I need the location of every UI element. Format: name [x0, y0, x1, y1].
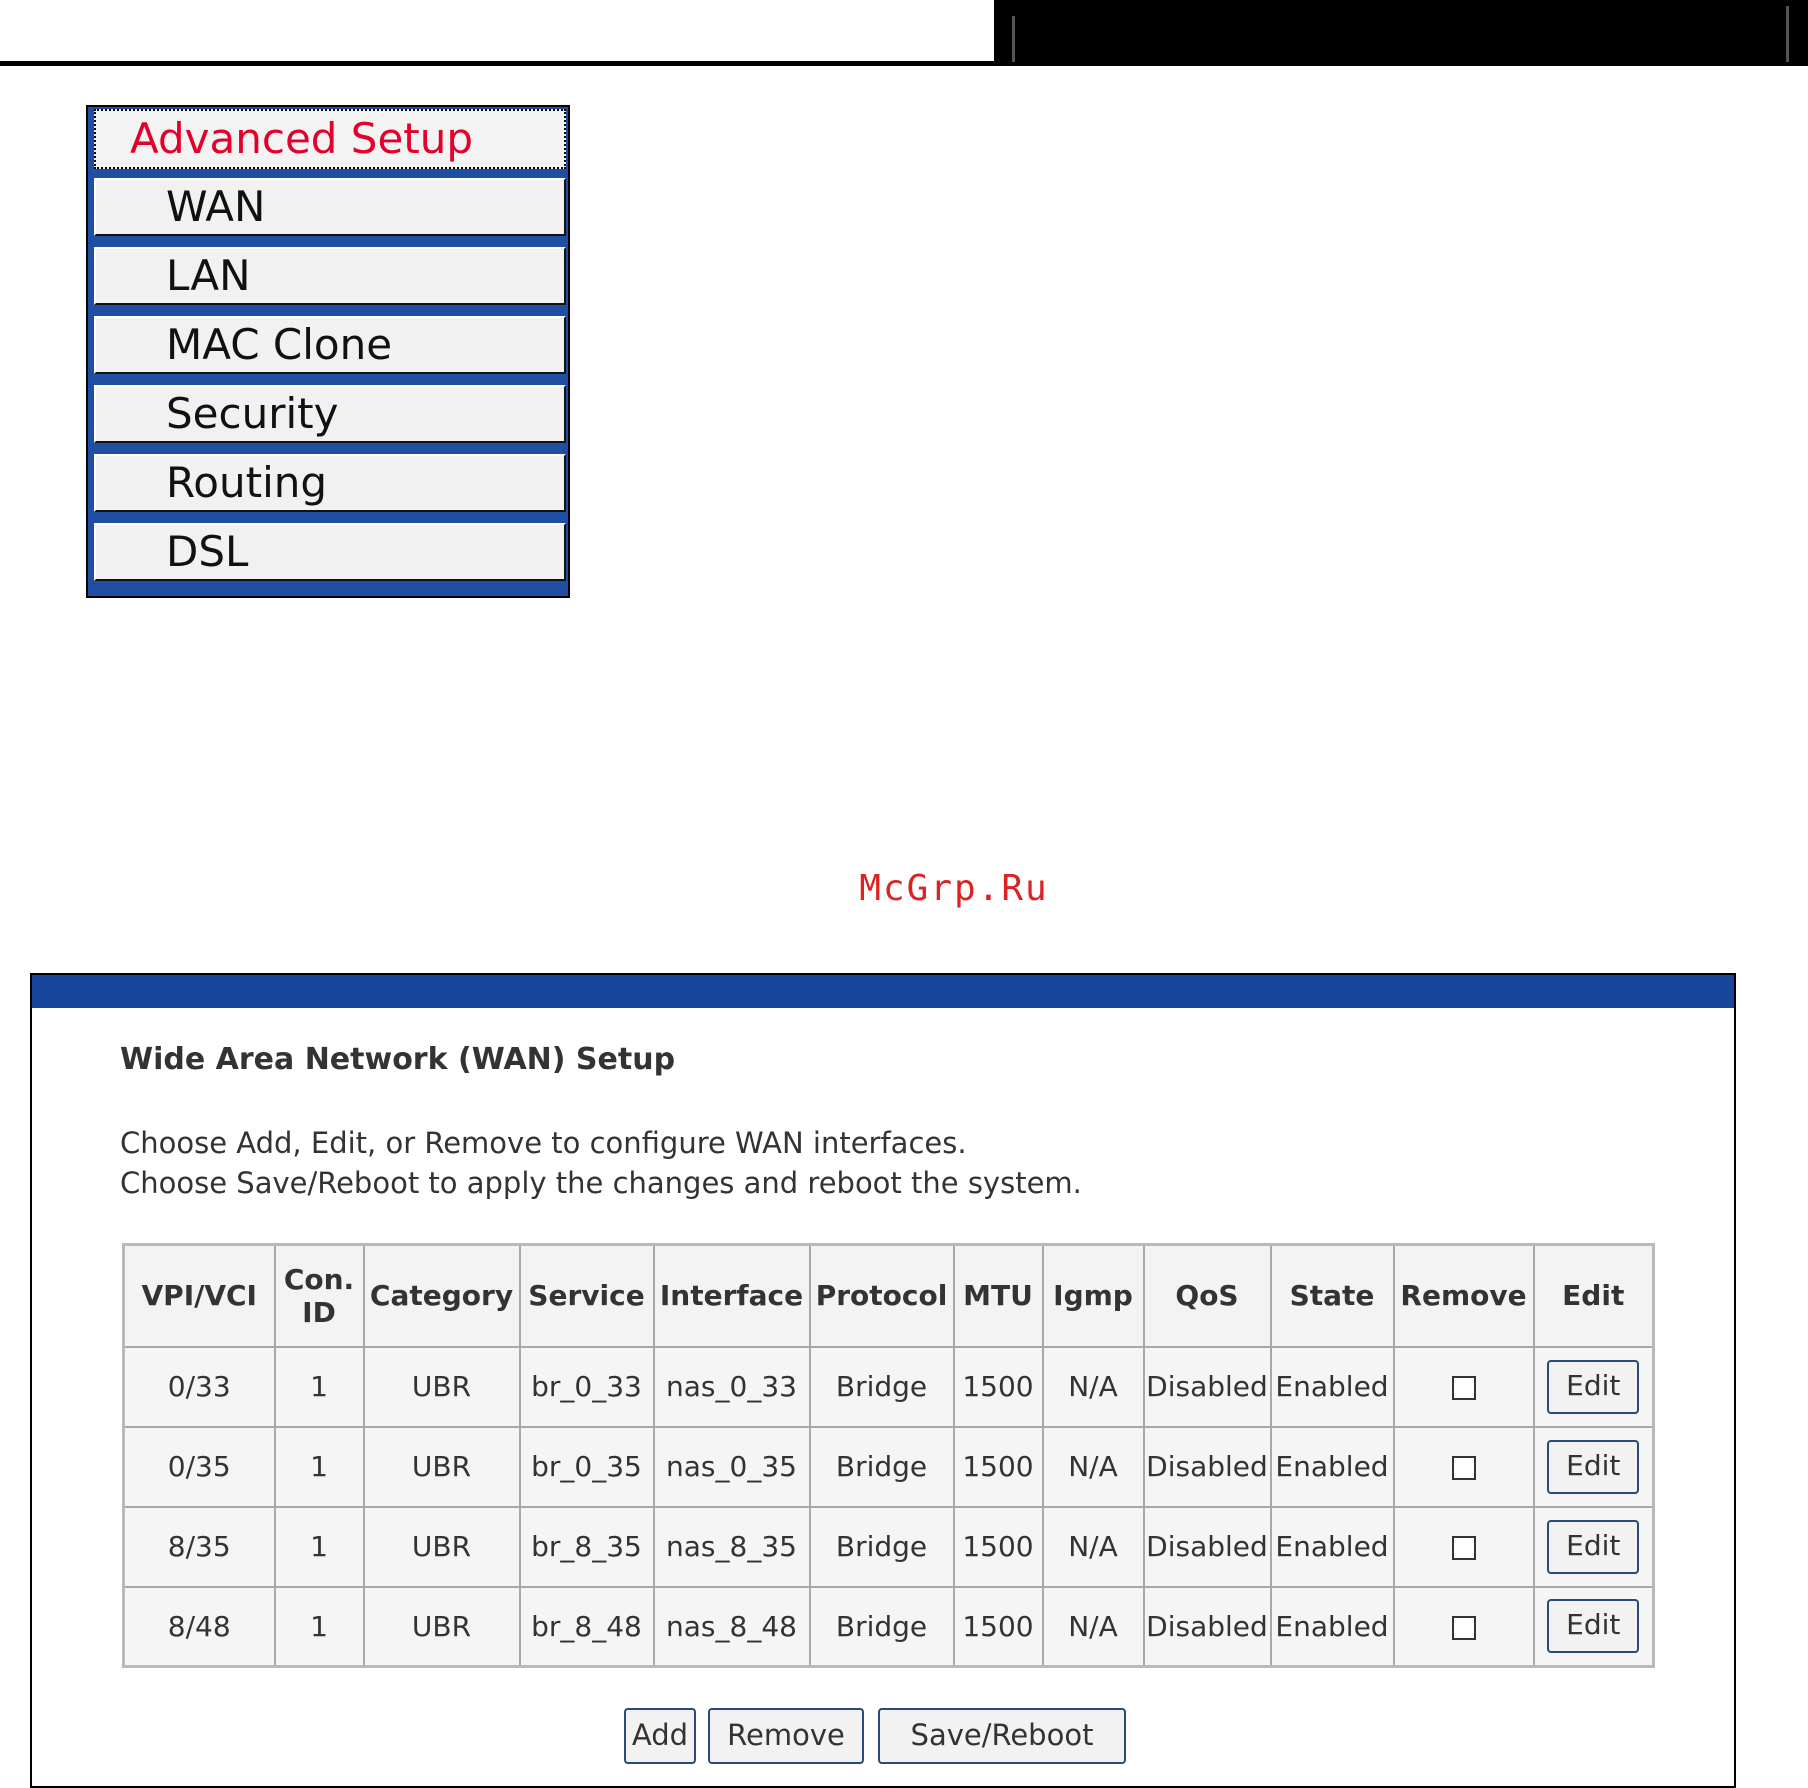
cell-interface: nas_0_35 [654, 1427, 810, 1507]
menu-item-wan[interactable]: WAN [94, 178, 566, 236]
cell-category: UBR [364, 1587, 520, 1667]
col-header-remove: Remove [1394, 1245, 1534, 1347]
table-row [124, 1347, 1654, 1427]
wan-interfaces-table [122, 1243, 1655, 1668]
page-title: Wide Area Network (WAN) Setup [120, 1042, 676, 1077]
cell-mtu: 1500 [954, 1347, 1043, 1427]
cell-remove [1394, 1587, 1534, 1667]
cell-igmp: N/A [1043, 1507, 1144, 1587]
cell-state: Enabled [1271, 1347, 1394, 1427]
advanced-setup-menu [86, 105, 570, 598]
cell-service: br_0_35 [520, 1427, 654, 1507]
description-line-2: Choose Save/Reboot to apply the changes and reboot the system. [120, 1166, 1082, 1200]
cell-con-id: 1 [275, 1507, 364, 1587]
cell-service: br_0_33 [520, 1347, 654, 1427]
col-header-mtu: MTU [954, 1245, 1043, 1347]
edit-button[interactable]: Edit [1547, 1360, 1639, 1414]
cell-state: Enabled [1271, 1507, 1394, 1587]
page-description [120, 1123, 1082, 1203]
cell-protocol: Bridge [810, 1587, 954, 1667]
col-header-state: State [1271, 1245, 1394, 1347]
cell-con-id: 1 [275, 1587, 364, 1667]
cell-interface: nas_0_33 [654, 1347, 810, 1427]
table-row [124, 1587, 1654, 1667]
cell-qos: Disabled [1144, 1347, 1271, 1427]
save-reboot-button[interactable]: Save/Reboot [878, 1708, 1126, 1764]
cell-protocol: Bridge [810, 1507, 954, 1587]
col-header-service: Service [520, 1245, 654, 1347]
cell-igmp: N/A [1043, 1587, 1144, 1667]
cell-qos: Disabled [1144, 1427, 1271, 1507]
cell-mtu: 1500 [954, 1507, 1043, 1587]
menu-item-routing[interactable]: Routing [94, 454, 566, 512]
col-header-interface: Interface [654, 1245, 810, 1347]
table-header-row [124, 1245, 1654, 1347]
cell-igmp: N/A [1043, 1427, 1144, 1507]
edit-button[interactable]: Edit [1547, 1599, 1639, 1653]
header-bar [994, 0, 1808, 66]
cell-state: Enabled [1271, 1587, 1394, 1667]
cell-remove [1394, 1507, 1534, 1587]
remove-checkbox[interactable] [1452, 1376, 1476, 1400]
cell-qos: Disabled [1144, 1507, 1271, 1587]
menu-title[interactable]: Advanced Setup [94, 109, 566, 169]
cell-igmp: N/A [1043, 1347, 1144, 1427]
cell-vpivci: 8/35 [124, 1507, 275, 1587]
col-header-category: Category [364, 1245, 520, 1347]
cell-vpivci: 0/35 [124, 1427, 275, 1507]
col-header-con-id-line1: Con. [283, 1262, 355, 1296]
watermark-text: McGrp.Ru [859, 868, 1049, 909]
cell-mtu: 1500 [954, 1587, 1043, 1667]
header-rule [0, 61, 997, 66]
cell-protocol: Bridge [810, 1427, 954, 1507]
cell-category: UBR [364, 1507, 520, 1587]
cell-category: UBR [364, 1427, 520, 1507]
remove-button[interactable]: Remove [708, 1708, 864, 1764]
col-header-igmp: Igmp [1043, 1245, 1144, 1347]
col-header-edit: Edit [1534, 1245, 1654, 1347]
cell-con-id: 1 [275, 1427, 364, 1507]
cell-qos: Disabled [1144, 1587, 1271, 1667]
cell-con-id: 1 [275, 1347, 364, 1427]
cell-edit [1534, 1347, 1654, 1427]
table-row [124, 1427, 1654, 1507]
table-row [124, 1507, 1654, 1587]
wan-setup-panel [30, 973, 1736, 1788]
edit-button[interactable]: Edit [1547, 1440, 1639, 1494]
col-header-con-id-line2: ID [302, 1295, 336, 1329]
header-divider-left [1012, 16, 1015, 62]
cell-protocol: Bridge [810, 1347, 954, 1427]
cell-edit [1534, 1507, 1654, 1587]
col-header-protocol: Protocol [810, 1245, 954, 1347]
cell-remove [1394, 1427, 1534, 1507]
header-divider-right [1786, 6, 1789, 62]
cell-interface: nas_8_48 [654, 1587, 810, 1667]
menu-item-security[interactable]: Security [94, 385, 566, 443]
edit-button[interactable]: Edit [1547, 1520, 1639, 1574]
remove-checkbox[interactable] [1452, 1536, 1476, 1560]
col-header-con-id [275, 1245, 364, 1347]
description-line-1: Choose Add, Edit, or Remove to configure WAN interfaces. [120, 1126, 967, 1160]
cell-service: br_8_48 [520, 1587, 654, 1667]
cell-vpivci: 8/48 [124, 1587, 275, 1667]
cell-category: UBR [364, 1347, 520, 1427]
remove-checkbox[interactable] [1452, 1616, 1476, 1640]
add-button[interactable]: Add [624, 1708, 696, 1764]
cell-edit [1534, 1427, 1654, 1507]
col-header-vpivci: VPI/VCI [124, 1245, 275, 1347]
cell-mtu: 1500 [954, 1427, 1043, 1507]
cell-state: Enabled [1271, 1427, 1394, 1507]
panel-header-bar [32, 975, 1734, 1008]
col-header-qos: QoS [1144, 1245, 1271, 1347]
menu-item-lan[interactable]: LAN [94, 247, 566, 305]
menu-item-mac-clone[interactable]: MAC Clone [94, 316, 566, 374]
cell-edit [1534, 1587, 1654, 1667]
remove-checkbox[interactable] [1452, 1456, 1476, 1480]
cell-service: br_8_35 [520, 1507, 654, 1587]
cell-interface: nas_8_35 [654, 1507, 810, 1587]
menu-item-dsl[interactable]: DSL [94, 523, 566, 581]
cell-remove [1394, 1347, 1534, 1427]
cell-vpivci: 0/33 [124, 1347, 275, 1427]
